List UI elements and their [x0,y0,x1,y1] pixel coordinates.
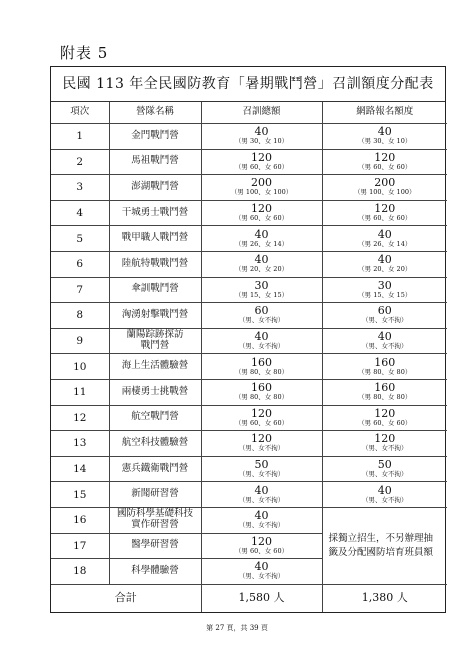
total-gender-split: （男 15、女 15） [234,290,289,299]
total-gender-split: （男 60、女 60） [234,418,289,427]
online-number: 40 [377,125,392,139]
total-number: 120 [251,150,272,164]
row-index: 9 [51,328,109,354]
row-online-quota [322,354,447,380]
total-gender-split: （男、女不拘） [238,495,285,504]
camp-name-line2: 戰鬥營 [140,340,170,352]
total-gender-split: （男 80、女 80） [234,367,289,376]
total-row [51,584,447,612]
online-gender-split: （男、女不拘） [362,470,408,479]
row-camp-name: 澎湖戰鬥營 [109,175,201,201]
row-online-quota [322,482,447,508]
total-gender-split: （男、女不拘） [238,444,285,453]
header-total-quota: 召訓總額 [201,102,322,124]
row-total-quota [201,124,322,150]
row-online-quota [322,328,447,354]
total-gender-split: （男、女不拘） [238,572,285,581]
row-camp-name: 戰甲職人戰鬥營 [109,226,201,252]
total-number: 40 [254,483,269,497]
total-gender-split: （男 100、女 100） [230,188,293,197]
table-row [51,354,447,380]
row-total-quota [201,405,322,431]
online-gender-split: （男 60、女 60） [358,162,412,171]
total-number: 60 [254,304,269,318]
table-row [51,328,447,354]
grand-total-online: 1,380 人 [322,584,447,612]
row-online-quota [322,251,447,277]
table-row [51,277,447,303]
row-index: 2 [51,149,109,175]
row-total-quota [201,149,322,175]
table-row [51,175,447,201]
table-row [51,226,447,252]
row-camp-name: 航空戰鬥營 [109,405,201,431]
total-gender-split: （男 26、女 14） [234,239,289,248]
total-number: 40 [254,227,269,241]
total-number: 120 [251,406,272,420]
row-total-quota [201,431,322,457]
camp-name-line2: 實作研習營 [131,519,179,531]
row-camp-name: 洶湧射擊戰鬥營 [109,303,201,329]
total-number: 120 [251,202,272,216]
row-total-quota [201,175,322,201]
row-index: 12 [51,405,109,431]
online-note: 採獨立招生，不另辦理抽籤及分配國防培育班員額 [322,507,447,584]
row-total-quota [201,354,322,380]
header-row [51,102,447,124]
row-index: 17 [51,533,109,559]
total-gender-split: （男 60、女 60） [234,162,289,171]
total-number: 40 [254,509,269,523]
table-row [51,482,447,508]
table-title: 民國 113 年全民國防教育「暑期戰鬥營」召訓額度分配表 [51,67,445,102]
total-number: 40 [254,253,269,267]
row-total-quota [201,507,322,533]
online-gender-split: （男 20、女 20） [358,265,412,274]
row-camp-name: 科學體驗營 [109,559,201,585]
header-online-quota: 網路報名額度 [322,102,447,124]
row-online-quota [322,175,447,201]
total-number: 160 [251,381,272,395]
row-index: 5 [51,226,109,252]
online-gender-split: （男 80、女 80） [358,393,412,402]
row-total-quota [201,559,322,585]
grand-total-quota: 1,580 人 [201,584,322,612]
total-gender-split: （男 60、女 60） [234,546,289,555]
table-row [51,251,447,277]
total-gender-split: （男、女不拘） [238,470,285,479]
online-number: 40 [377,483,392,497]
table-row [51,431,447,457]
total-gender-split: （男 30、女 10） [234,137,289,146]
online-number: 120 [374,202,396,216]
row-camp-name: 干城勇士戰鬥營 [109,200,201,226]
row-camp-name: 憲兵鐵衛戰鬥營 [109,456,201,482]
row-total-quota [201,277,322,303]
total-gender-split: （男 20、女 20） [234,265,289,274]
online-gender-split: （男 80、女 80） [358,367,412,376]
row-camp-name: 航空科技體驗營 [109,431,201,457]
row-total-quota [201,482,322,508]
table-row [51,124,447,150]
row-index: 10 [51,354,109,380]
row-index: 7 [51,277,109,303]
row-total-quota [201,379,322,405]
row-total-quota [201,456,322,482]
row-camp-name: 傘訓戰鬥營 [109,277,201,303]
online-gender-split: （男、女不拘） [362,444,408,453]
row-index: 8 [51,303,109,329]
row-online-quota [322,431,447,457]
online-number: 200 [374,176,396,190]
camp-name-line1: 蘭陽踪跡探訪 [126,329,184,341]
table-row [51,456,447,482]
row-online-quota [322,303,447,329]
row-camp-name: 陸航特戰戰鬥營 [109,251,201,277]
online-gender-split: （男、女不拘） [362,495,408,504]
online-number: 60 [377,304,392,318]
total-number: 40 [254,330,269,344]
online-number: 40 [377,227,392,241]
row-total-quota [201,328,322,354]
row-camp-name [109,328,201,354]
row-online-quota [322,277,447,303]
total-gender-split: （男、女不拘） [238,342,285,351]
table-row [51,507,447,533]
row-camp-name: 醫學研習營 [109,533,201,559]
row-index: 13 [51,431,109,457]
quota-table [51,102,447,612]
row-online-quota [322,149,447,175]
total-number: 120 [251,432,272,446]
online-number: 160 [374,355,396,369]
online-gender-split: （男 15、女 15） [358,290,412,299]
row-online-quota [322,405,447,431]
online-number: 40 [377,330,392,344]
header-camp-name: 營隊名稱 [109,102,201,124]
row-total-quota [201,533,322,559]
row-online-quota [322,456,447,482]
row-online-quota [322,200,447,226]
row-total-quota [201,251,322,277]
page-footer: 第 27 頁，共 39 頁 [206,624,268,632]
table-row [51,200,447,226]
row-camp-name: 新聞研習營 [109,482,201,508]
total-gender-split: （男、女不拘） [238,521,285,530]
row-total-quota [201,303,322,329]
header-index: 項次 [51,102,109,124]
row-total-quota [201,226,322,252]
row-total-quota [201,200,322,226]
table-row [51,379,447,405]
table-row [51,303,447,329]
row-index: 4 [51,200,109,226]
row-camp-name: 馬祖戰鬥營 [109,149,201,175]
online-gender-split: （男 60、女 60） [358,214,412,223]
online-number: 160 [374,381,396,395]
total-number: 40 [254,560,269,574]
table-row [51,149,447,175]
camp-name-line1: 國防科學基礎科技 [116,508,193,520]
online-number: 120 [374,406,396,420]
online-number: 30 [377,278,392,292]
row-online-quota [322,124,447,150]
row-index: 16 [51,507,109,533]
total-number: 50 [254,458,269,472]
row-index: 14 [51,456,109,482]
online-number: 120 [374,150,396,164]
total-gender-split: （男 60、女 60） [234,214,289,223]
row-index: 15 [51,482,109,508]
table-row [51,405,447,431]
online-gender-split: （男 60、女 60） [358,418,412,427]
row-index: 1 [51,124,109,150]
row-online-quota [322,226,447,252]
total-number: 200 [251,176,272,190]
row-online-quota [322,379,447,405]
online-gender-split: （男 100、女 100） [354,188,416,197]
total-gender-split: （男 80、女 80） [234,393,289,402]
total-number: 120 [251,534,272,548]
row-index: 11 [51,379,109,405]
row-index: 3 [51,175,109,201]
total-number: 40 [254,125,269,139]
annex-label: 附表 5 [60,44,109,62]
total-number: 160 [251,355,272,369]
total-gender-split: （男、女不拘） [238,316,285,325]
online-number: 40 [377,253,392,267]
total-number: 30 [254,278,269,292]
total-label: 合計 [51,584,201,612]
row-index: 18 [51,559,109,585]
row-camp-name [109,507,201,533]
row-camp-name: 海上生活體驗營 [109,354,201,380]
row-camp-name: 金門戰鬥營 [109,124,201,150]
online-number: 120 [374,432,396,446]
row-index: 6 [51,251,109,277]
online-gender-split: （男 30、女 10） [358,137,412,146]
row-camp-name: 兩棲勇士挑戰營 [109,379,201,405]
online-number: 50 [377,458,392,472]
online-gender-split: （男、女不拘） [362,316,408,325]
quota-table-sheet [50,66,446,613]
online-gender-split: （男 26、女 14） [358,239,412,248]
online-gender-split: （男、女不拘） [362,342,408,351]
